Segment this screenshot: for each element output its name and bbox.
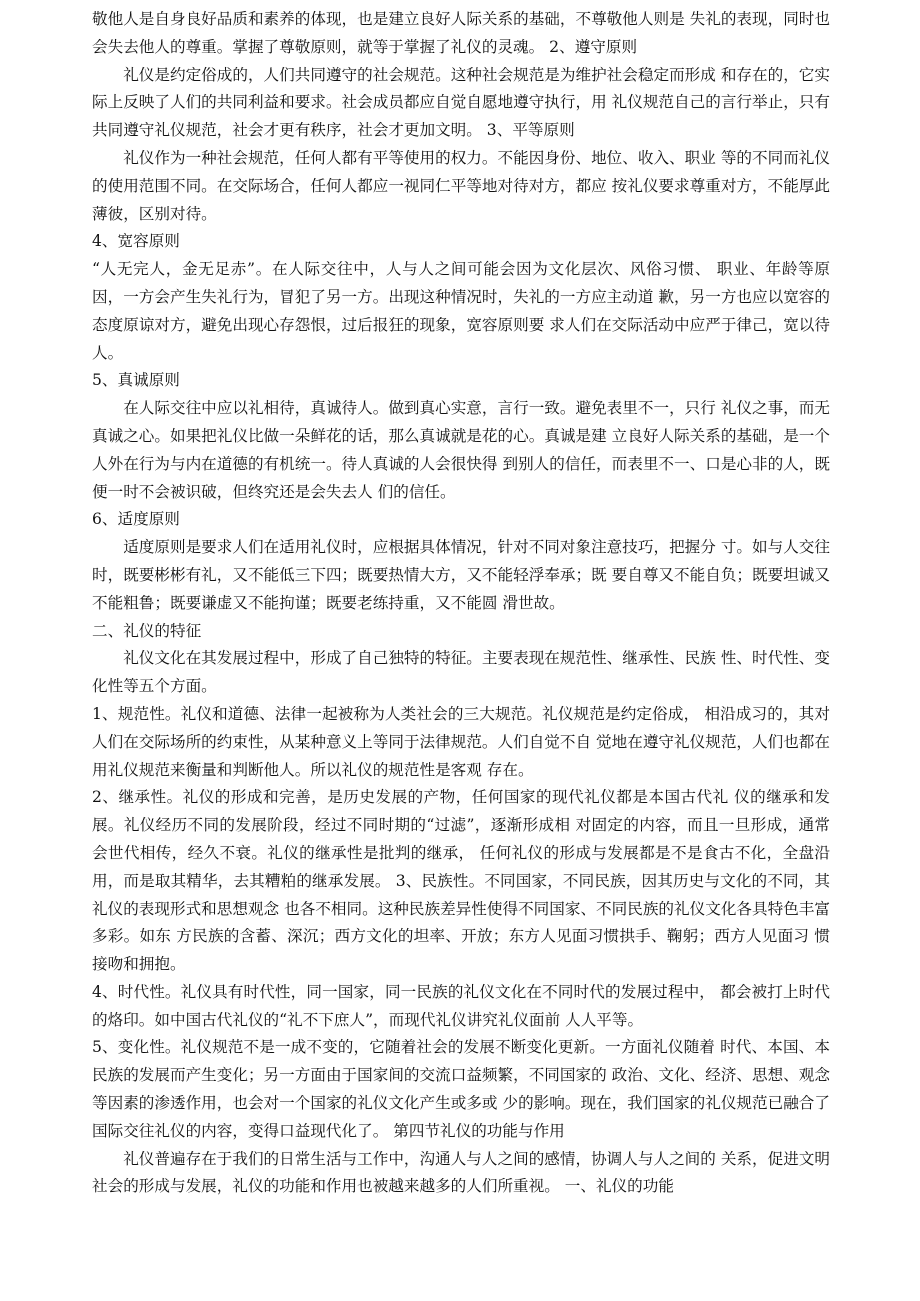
heading-characteristics: 二、礼仪的特征 bbox=[92, 621, 202, 640]
paragraph-inheritance: 2、继承性。礼仪的形成和完善，是历史发展的产物，任何国家的现代礼仪都是本国古代礼 仪的继承和发展。礼仪经历不同的发展阶段，经过不同时期的“过滤”，逐渐形成相 对固定的内容，而且一旦形成，通常会世代相传，经久不衰。礼仪的继承性是批判的继承， 任何礼仪的形成与发展都是不是食古不化，全盘沿用，而是取其精华，去其糟粕的继承发展。 3、民族性。不同国家，不同民族，因其历史与文化的不同，其礼仪的表现形式和思想观念 也各不相同。这种民族差异性使得不同国家、不同民族的礼仪文化各具特色丰富多彩。如东 方民族的含蓄、深沉；西方文化的坦率、开放；东方人见面习惯拱手、鞠躬；西方人见面习 惯接吻和拥抱。 bbox=[92, 788, 830, 974]
heading-sincerity: 5、真诚原则 bbox=[92, 371, 180, 390]
heading-moderation: 6、适度原则 bbox=[92, 510, 180, 529]
paragraph-normativity: 1、规范性。礼仪和道德、法律一起被称为人类社会的三大规范。礼仪规范是约定俗成， 相沿成习的，其对人们在交际场所的约束性，从某种意义上等同于法律规范。人们自觉不自 觉地在遵守礼仪规范，人们也都在用礼仪规范来衡量和判断他人。所以礼仪的规范性是客观 存在。 bbox=[92, 704, 830, 779]
paragraph-tolerance: “人无完人，金无足赤”。在人际交往中，人与人之间可能会因为文化层次、风俗习惯、 职业、年龄等原因，一方会产生失礼行为，冒犯了另一方。出现这种情况时，失礼的一方应主动道 歉，另一方也应以宽容的态度原谅对方，避免出现心存怨恨，过后报狂的现象，宽容原则要 求人们在交际活动中应严于律己，宽以待人。 bbox=[92, 260, 830, 362]
paragraph-equality: 礼仪作为一种社会规范，任何人都有平等使用的权力。不能因身份、地位、收入、职业 等的不同而礼仪的使用范围不同。在交际场合，任何人都应一视同仁平等地对待对方，都应 按礼仪要求尊重对方，不能厚此薄彼，区别对待。 bbox=[92, 148, 830, 223]
heading-tolerance: 4、宽容原则 bbox=[92, 232, 180, 251]
paragraph-sincerity: 在人际交往中应以礼相待，真诚待人。做到真心实意，言行一致。避免表里不一，只行 礼仪之事，而无真诚之心。如果把礼仪比做一朵鲜花的话，那么真诚就是花的心。真诚是建 立良好人际关系的基础，是一个人外在行为与内在道德的有机统一。待人真诚的人会很快得 到别人的信任，而表里不一、口是心非的人，既便一时不会被识破，但终究还是会失去人 们的信任。 bbox=[92, 399, 830, 501]
document-page bbox=[92, 6, 830, 1201]
paragraph-functions-intro: 礼仪普遍存在于我们的日常生活与工作中，沟通人与人之间的感情，协调人与人之间的 关系，促进文明社会的形成与发展，礼仪的功能和作用也被越来越多的人们所重视。 一、礼仪的功能 bbox=[92, 1149, 830, 1196]
paragraph-characteristics-intro: 礼仪文化在其发展过程中，形成了自己独特的特征。主要表现在规范性、继承性、民族 性、时代性、变化性等五个方面。 bbox=[92, 649, 830, 696]
paragraph-variability: 5、变化性。礼仪规范不是一成不变的，它随着社会的发展不断变化更新。一方面礼仪随着 时代、本国、本民族的发展而产生变化；另一方面由于国家间的交流口益频繁，不同国家的 政治、文化、经济、思想、观念等因素的渗透作用，也会对一个国家的礼仪文化产生或多或 少的影响。现在，我们国家的礼仪规范已融合了国际交往礼仪的内容，变得口益现代化了。 第四节礼仪的功能与作用 bbox=[92, 1038, 830, 1140]
paragraph-moderation: 适度原则是要求人们在适用礼仪时，应根据具体情况，针对不同对象注意技巧，把握分 寸。如与人交往时，既要彬彬有礼，又不能低三下四；既要热情大方，又不能轻浮奉承；既 要自尊又不能自负；既要坦诚又不能粗鲁；既要谦虚又不能拘谨；既要老练持重，又不能圆 滑世故。 bbox=[92, 538, 830, 612]
paragraph-respect-end: 敬他人是自身良好品质和素养的体现，也是建立良好人际关系的基础，不尊敬他人则是 失礼的表现，同时也会失去他人的尊重。掌握了尊敬原则，就等于掌握了礼仪的灵魂。 2、遵守原则 bbox=[92, 10, 830, 56]
paragraph-observance: 礼仪是约定俗成的，人们共同遵守的社会规范。这种社会规范是为维护社会稳定而形成 和存在的，它实际上反映了人们的共同利益和要求。社会成员都应自觉自愿地遵守执行，用 礼仪规范自己的言行举止，只有共同遵守礼仪规范，社会才更有秩序，社会才更加文明。 3、平等原则 bbox=[92, 65, 830, 140]
paragraph-timeliness: 4、时代性。礼仪具有时代性，同一国家，同一民族的礼仪文化在不同时代的发展过程中， 都会被打上时代的烙印。如中国古代礼仪的“礼不下庶人”，而现代礼仪讲究礼仪面前 人人平等。 bbox=[92, 982, 830, 1029]
